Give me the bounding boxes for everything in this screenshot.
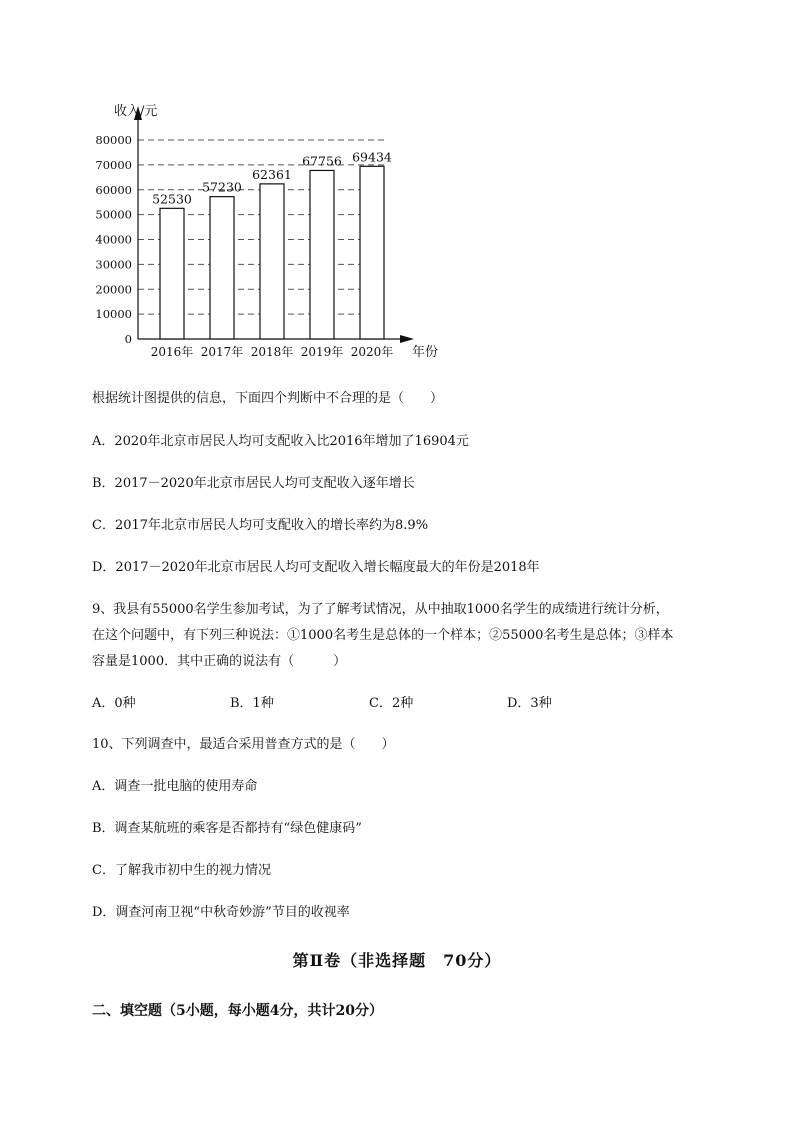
- q8-option-d: D．2017－2020年北京市居民人均可支配收入增长幅度最大的年份是2018年: [92, 560, 540, 575]
- x-category-label: 2019年: [300, 345, 344, 359]
- bar-value-label: 69434: [352, 149, 392, 165]
- x-category-label: 2016年: [150, 345, 194, 359]
- q10-option-d: D．调查河南卫视“中秋奇妙游”节目的收视率: [92, 905, 350, 920]
- q10-option-b: B．调查某航班的乘客是否都持有“绿色健康码”: [92, 821, 362, 836]
- bar-value-label: 52530: [152, 191, 192, 207]
- bar-value-label: 67756: [302, 153, 342, 169]
- y-tick-label: 70000: [95, 157, 132, 172]
- q10-option-c: C．了解我市初中生的视力情况: [92, 863, 271, 878]
- q10-option-a: A．调查一批电脑的使用寿命: [92, 779, 258, 794]
- y-tick-label: 60000: [95, 182, 132, 197]
- q9-option-a: A．0种: [92, 696, 136, 711]
- y-tick-label: 40000: [95, 232, 132, 247]
- y-tick-label: 0: [124, 332, 132, 346]
- bar-chart-svg: [90, 98, 450, 368]
- q9-option-b: B．1种: [230, 696, 274, 711]
- y-tick-label: 80000: [95, 133, 132, 147]
- x-axis-arrow: [400, 335, 414, 343]
- y-tick-label: 20000: [95, 282, 132, 297]
- q9-stem-line1: 9、我县有55000名学生参加考试，为了了解考试情况，从中抽取1000名学生的成绩进行统计分析，: [92, 602, 669, 617]
- income-bar-chart: [90, 98, 450, 368]
- bar: [360, 166, 384, 339]
- y-tick-label: 10000: [95, 307, 132, 322]
- bar: [260, 184, 284, 339]
- bar: [310, 170, 334, 339]
- x-category-label: 2020年: [350, 345, 394, 359]
- section-2-subtitle: 二、填空题（5小题，每小题4分，共计20分）: [92, 1003, 383, 1019]
- y-axis-title: 收入/元: [114, 104, 158, 119]
- bar: [210, 197, 234, 339]
- x-category-label: 2017年: [200, 345, 244, 359]
- q8-stem: 根据统计图提供的信息，下面四个判断中不合理的是（ ）: [92, 391, 444, 406]
- bar-value-label: 62361: [252, 166, 292, 182]
- q8-option-b: B．2017－2020年北京市居民人均可支配收入逐年增长: [92, 476, 415, 491]
- q9-stem-line3: 容量是1000．其中正确的说法有（ ）: [92, 654, 347, 669]
- q8-option-c: C．2017年北京市居民人均可支配收入的增长率约为8.9%: [92, 518, 429, 533]
- bar: [160, 208, 184, 339]
- q9-option-c: C．2种: [369, 696, 414, 711]
- q9-stem-line2: 在这个问题中，有下列三种说法：①1000名考生是总体的一个样本；②55000名考生是总体；③样本: [92, 628, 674, 643]
- y-tick-label: 30000: [95, 257, 132, 272]
- bar-value-label: 57230: [202, 179, 242, 195]
- x-axis-title: 年份: [412, 345, 439, 360]
- section-2-title: 第Ⅱ卷（非选择题 70分）: [292, 951, 502, 970]
- x-category-label: 2018年: [250, 345, 294, 359]
- q8-option-a: A．2020年北京市居民人均可支配收入比2016年增加了16904元: [92, 434, 469, 449]
- q9-options: [92, 692, 712, 712]
- y-tick-label: 50000: [95, 207, 132, 222]
- q9-option-d: D．3种: [507, 696, 552, 711]
- q10-stem: 10、下列调查中，最适合采用普查方式的是（ ）: [92, 737, 395, 752]
